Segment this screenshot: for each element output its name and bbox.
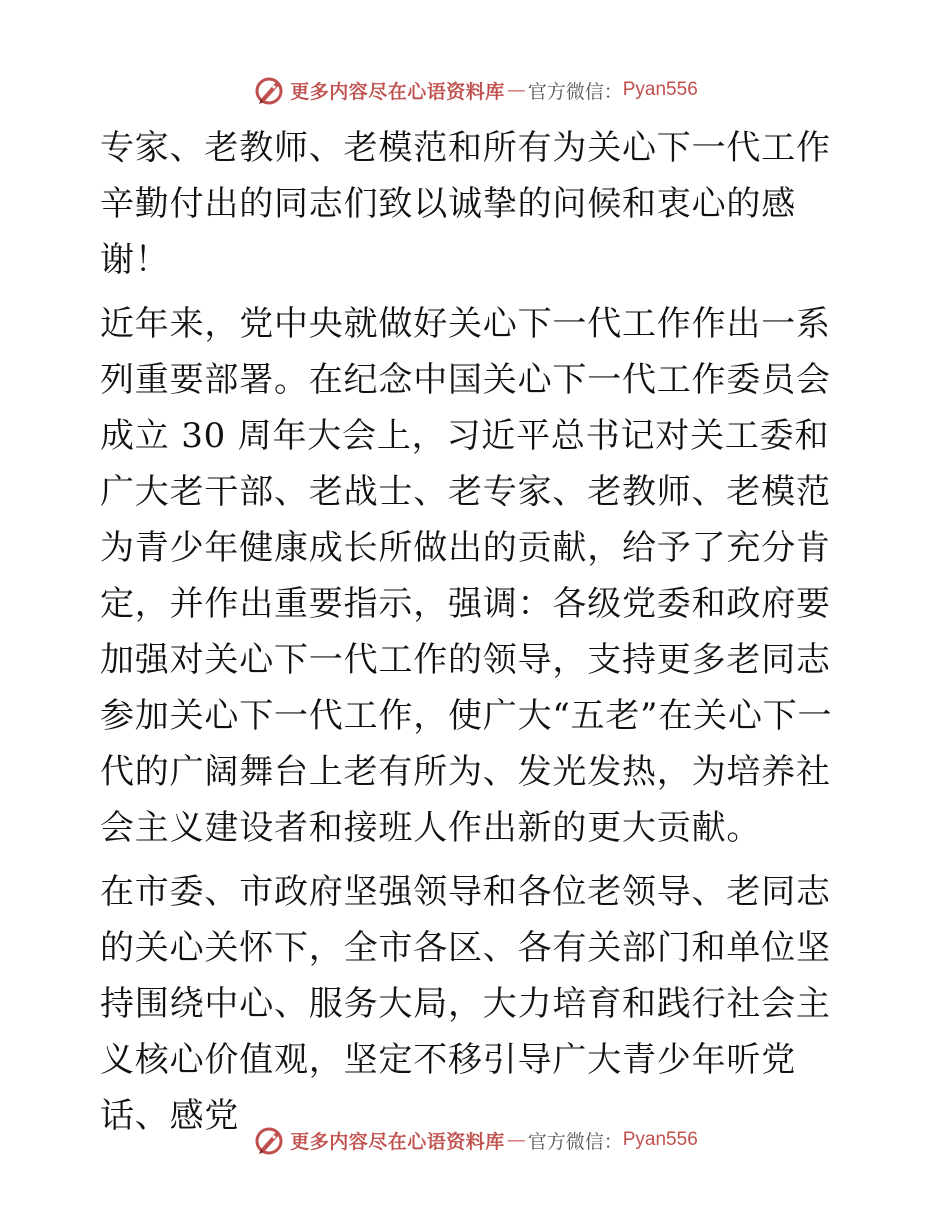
banner-separator: — bbox=[506, 1129, 526, 1151]
banner-separator: — bbox=[506, 79, 526, 101]
paragraph-1: 专家、老教师、老模范和所有为关心下一代工作辛勤付出的同志们致以诚挚的问候和衷心的感谢！ bbox=[100, 128, 831, 280]
banner-brand-text: 更多内容尽在心语资料库 bbox=[290, 80, 505, 103]
banner-brand-text: 更多内容尽在心语资料库 bbox=[290, 1130, 505, 1153]
pen-nib-logo-icon bbox=[252, 73, 286, 107]
paragraph-3: 在市委、市政府坚强领导和各位老领导、老同志的关心关怀下，全市各区、各有关部门和单位坚持围绕中心、服务大局，大力培育和践行社会主义核心价值观，坚定不移引导广大青少年听党话、感党 bbox=[100, 872, 831, 1136]
banner-wechat-id: Pyan556 bbox=[622, 1129, 698, 1150]
document-body bbox=[100, 120, 850, 1144]
banner-wechat-label: 官方微信： bbox=[527, 80, 623, 103]
paragraph-2: 近年来，党中央就做好关心下一代工作作出一系列重要部署。在纪念中国关心下一代工作委员会成立 30 周年大会上，习近平总书记对关工委和广大老干部、老战士、老专家、老教师、老模范为青少年健康成长所做出的贡献，给予了充分肯定，并作出重要指示，强调：各级党委和政府要加强对关心下一代工作的领导，支持更多老同志参加关心下一代工作，使广大“五老”在关心下一代的广阔舞台上老有所为、发光发热，为培养社会主义建设者和接班人作出新的更大贡献。 bbox=[100, 304, 833, 848]
banner-wechat-id: Pyan556 bbox=[622, 79, 698, 100]
banner-wechat-label: 官方微信： bbox=[527, 1130, 623, 1153]
pen-nib-logo-icon bbox=[252, 1123, 286, 1157]
footer-banner bbox=[0, 1120, 950, 1160]
header-banner bbox=[0, 70, 950, 110]
